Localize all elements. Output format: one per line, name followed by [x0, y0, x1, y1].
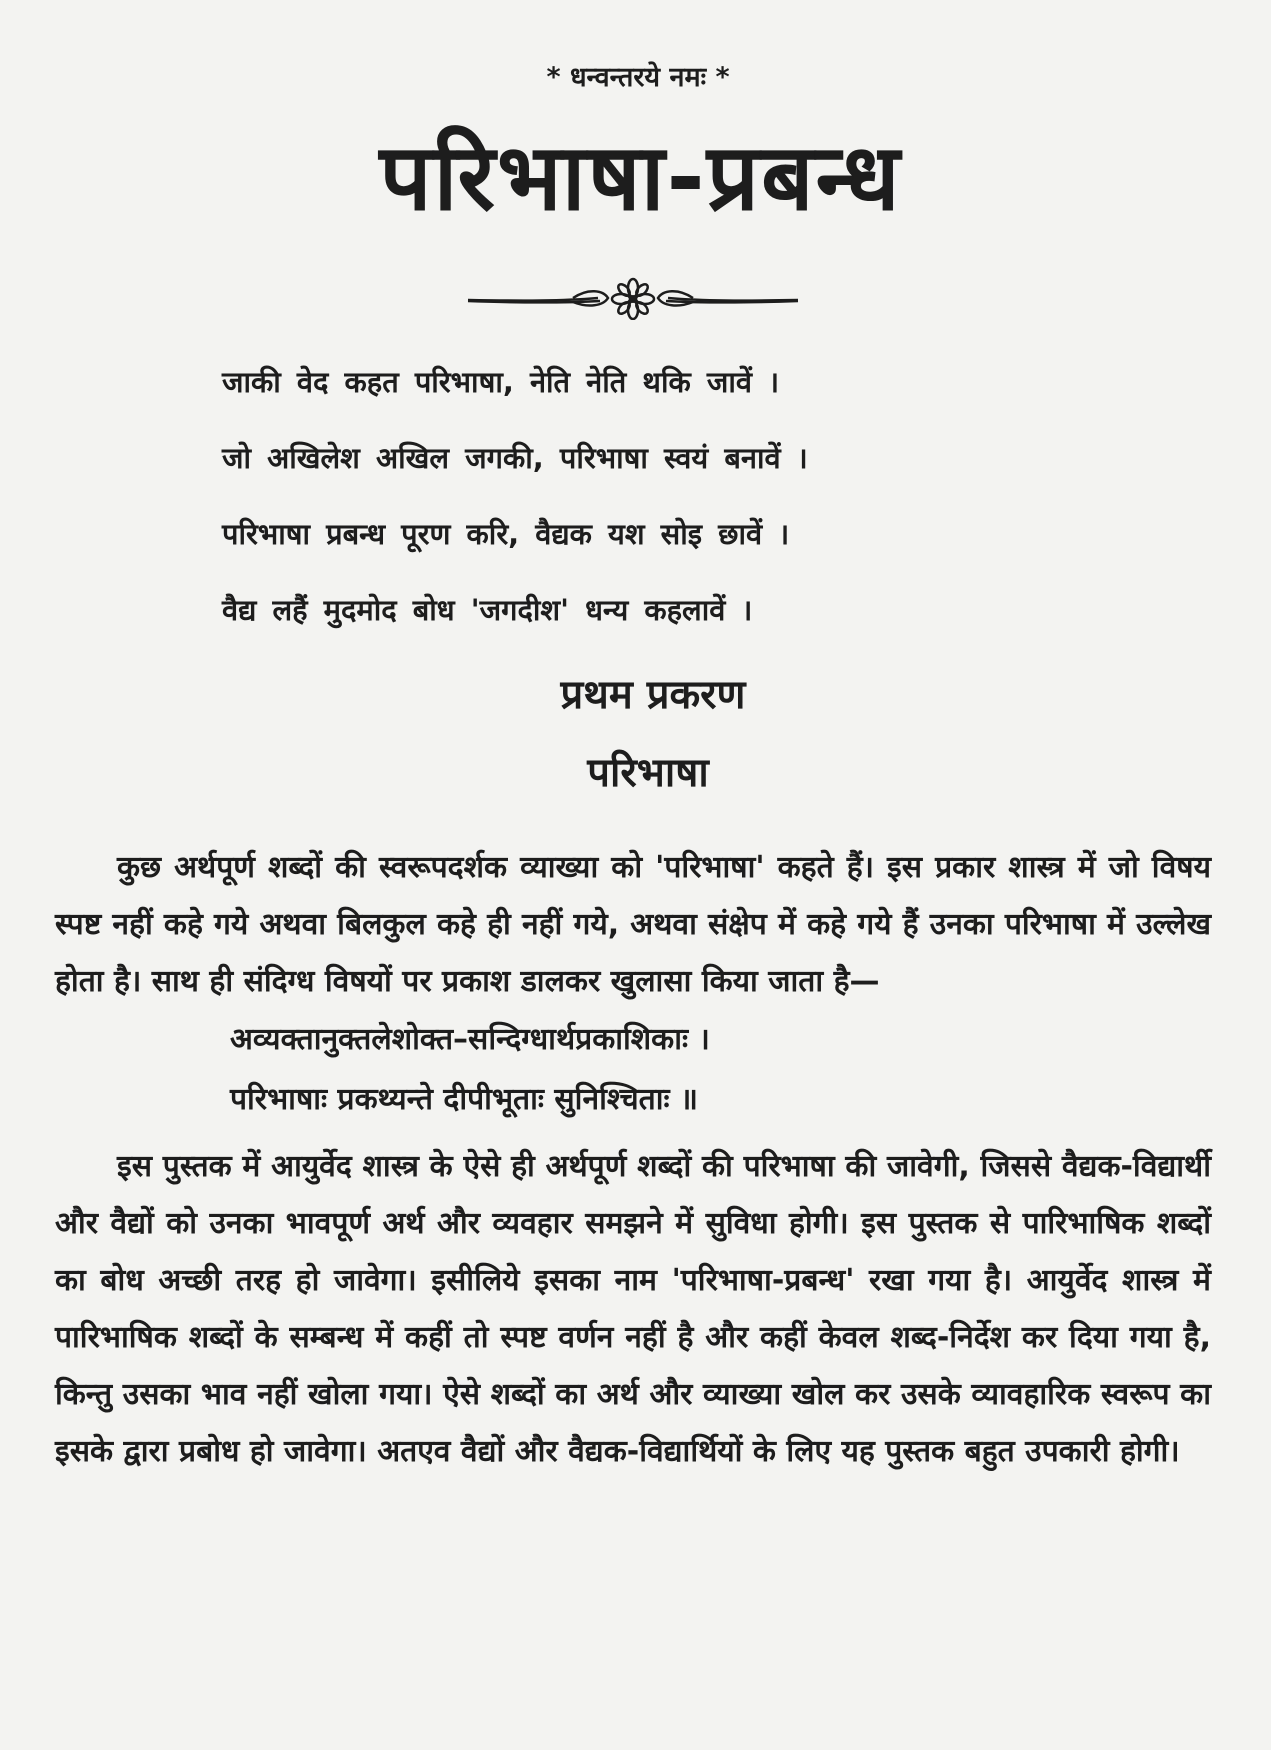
- chapter-heading: प्रथम प्रकरण: [560, 672, 746, 718]
- shloka-line: परिभाषाः प्रकथ्यन्ते दीपीभूताः सुनिश्चिताः ॥: [230, 1082, 699, 1117]
- verse-line: वैद्य लहैं मुदमोद बोध 'जगदीश' धन्य कहलावें ।: [222, 593, 753, 627]
- verse-line: जो अखिलेश अखिल जगकी, परिभाषा स्वयं बनावें ।: [222, 441, 808, 475]
- section-heading: परिभाषा: [587, 750, 709, 796]
- invocation-line: * धन्वन्तरये नमः *: [546, 62, 730, 93]
- body-paragraph: इस पुस्तक में आयुर्वेद शास्त्र के ऐसे ही अर्थपूर्ण शब्दों की परिभाषा की जावेगी, जिससे वैद्यक-विद्यार्थी और वैद्यों को उनका भावपूर्ण अर्थ और व्यवहार समझने में सुविधा होगी। इस पुस्तक से पारिभाषिक शब्दों का बोध अच्छी तरह हो जावेगा। इसीलिये इसका नाम 'परिभाषा-प्रबन्ध' रखा गया है। आयुर्वेद शास्त्र में पारिभाषिक शब्दों के सम्बन्ध में कहीं तो स्पष्ट वर्णन नहीं है और कहीं केवल शब्द-निर्देश कर दिया गया है, किन्तु उसका भाव नहीं खोला गया। ऐसे शब्दों का अर्थ और व्याख्या खोल कर उसके व्यावहारिक स्वरूप का इसके द्वारा प्रबोध हो जावेगा। अतएव वैद्यों और वैद्यक-विद्यार्थियों के लिए यह पुस्तक बहुत उपकारी होगी।: [55, 1149, 1211, 1469]
- flourish-ornament-icon: [463, 276, 803, 320]
- verse-line: जाकी वेद कहत परिभाषा, नेति नेति थकि जावें ।: [222, 365, 780, 399]
- opening-verse: [222, 366, 1211, 627]
- page-title: परिभाषा-प्रबन्ध: [379, 124, 902, 231]
- shloka-line: अव्यक्तानुक्तलेशोक्त–सन्दिग्धार्थप्रकाशिकाः ।: [230, 1022, 710, 1057]
- ornament-divider: [55, 276, 1211, 326]
- sanskrit-shloka: [230, 1010, 1211, 1130]
- verse-line: परिभाषा प्रबन्ध पूरण करि, वैद्यक यश सोइ छावें ।: [222, 517, 790, 551]
- body-paragraph: कुछ अर्थपूर्ण शब्दों की स्वरूपदर्शक व्याख्या को 'परिभाषा' कहते हैं। इस प्रकार शास्त्र में जो विषय स्पष्ट नहीं कहे गये अथवा बिलकुल कहे ही नहीं गये, अथवा संक्षेप में कहे गये हैं उनका परिभाषा में उल्लेख होता है। साथ ही संदिग्ध विषयों पर प्रकाश डालकर खुलासा किया जाता है—: [55, 850, 1211, 999]
